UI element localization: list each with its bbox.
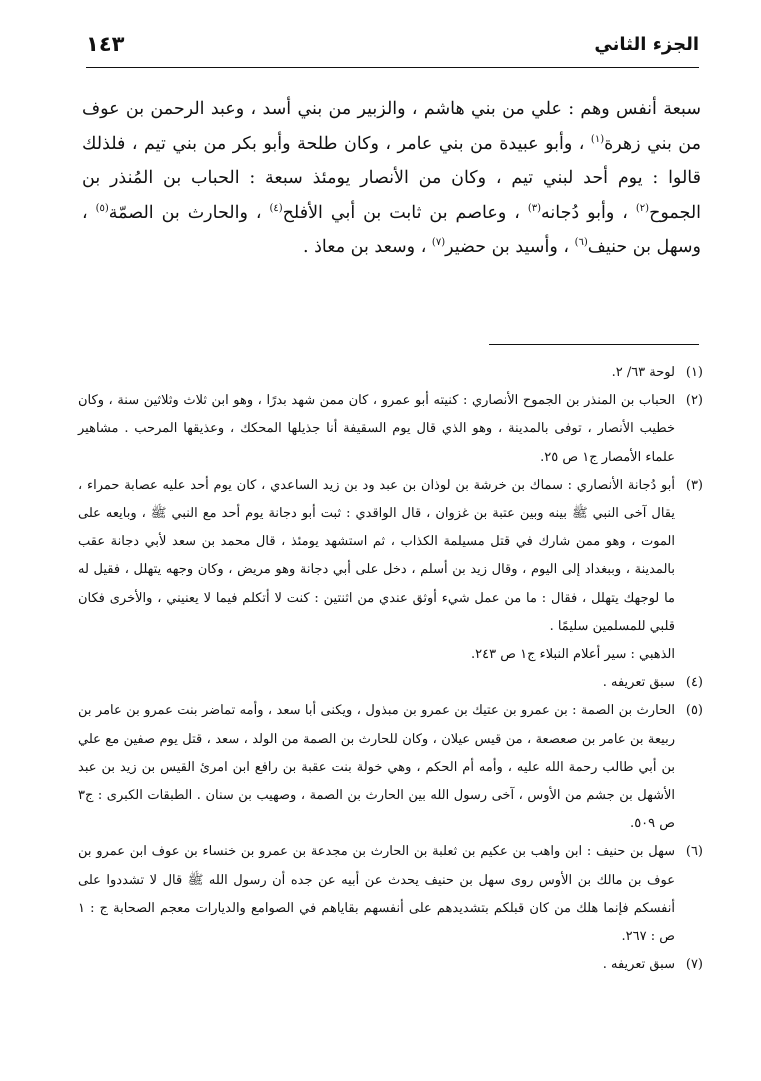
footnote [78, 697, 703, 838]
main-text-segment: ، والحارث بن الصمّة [108, 202, 270, 223]
main-text [82, 92, 701, 265]
header-rule [86, 67, 699, 68]
footnote-paragraph: أبو دُجانة الأنصاري : سماك بن خرشة بن لوذان بن عبد ود بن زيد الساعدي ، كان يوم أحد عليه عصابة حمراء ، يقال آخى النبي ﷺ بينه وبين عتبة بن غزوان ، قال الواقدي : ثبت أبو دجانة يوم أحد مع النبي ﷺ ، وبايعه على الموت ، وهو ممن شارك في قتل مسيلمة الكذاب ، ثم استشهد يومئذ ، قال محمد بن سعد لأبي دجانة عقب بالمدينة ، وببغداد إلى اليوم ، وقال زيد بن أسلم ، دخل على أبي دجانة وهو مريض ، وكان وجهه يتهلل ، فقيل له ما لوجهك يتهلل ، فقال : ما من عمل شيء أوثق عندي من اثنتين : كنت لا أتكلم فيما لا يعنيني ، والأخرى فكان قلبي للمسلمين سليمًا . [78, 477, 675, 634]
footnote-paragraph: الحارث بن الصمة : بن عمرو بن عتيك بن عمرو بن مبذول ، ويكنى أبا سعد ، وأمه تماضر بنت عمرو بن عامر بن ربيعة بن عامر بن صعصعة ، من قيس عيلان ، وكان للحارث بن الصمة من الولد ، سعد ، قتل يوم صفين مع علي بن أبي طالب رحمة الله عليه ، وأمه أم الحكم ، وهي خولة بنت عقبة بن رافع ابن امرئ القيس بن زيد بن عبد الأشهل بن جشم من الأوس ، آخى رسول الله بين الحارث بن الصمة ، وصهيب بن سنان . الطبقات الكبرى : ج٣ ص ٥٠٩. [78, 703, 675, 832]
footnote-text [78, 697, 675, 838]
footnote-paragraph: لوحة ٦٣/ ٢. [611, 365, 675, 380]
main-text-segment: ، وأبو عبيدة من بني عامر ، وكان طلحة وأبو بكر من بني تيم ، فلذلك قالوا : يوم أحد لبني تيم ، وكان من الأنصار يومئذ سبعة : الحباب بن المُنذر بن الجموح [82, 133, 702, 223]
footnote [78, 472, 703, 669]
main-paragraph [82, 92, 701, 265]
main-text-segment: ، وسهل بن حنيف [82, 202, 701, 257]
page-header [86, 34, 699, 64]
footnote-paragraph: سبق تعريفه . [602, 957, 675, 973]
footnote-marker: (٦) [574, 237, 588, 249]
main-text-segment: ، وسعد بن معاذ . [303, 237, 432, 257]
page-number: ١٤٣ [86, 32, 125, 56]
footnote-number: (١) [685, 365, 703, 380]
footnote [78, 387, 703, 472]
footnote-paragraph: الحباب بن المنذر بن الجموح الأنصاري : كنيته أبو عمرو ، كان ممن شهد بدرًا ، وهو ابن ثلاث وثلاثين سنة ، وكان خطيب الأنصار ، توفى بالمدينة ، وهو الذي قال يوم السقيفة أنا جذيلها المحكك ، وعذيقها المرحب . مشاهير علماء الأمصار ج١ ص ٢٥. [78, 393, 675, 465]
footnote [78, 838, 703, 951]
footnote-text [78, 472, 675, 669]
footnote-number: (٦) [685, 844, 703, 860]
footnote-number: (٣) [685, 477, 703, 493]
footnote-number: (٢) [685, 393, 703, 409]
footnotes [78, 359, 703, 979]
footnote-paragraph: الذهبي : سير أعلام النبلاء ج١ ص ٢٤٣. [471, 647, 675, 663]
footnote [78, 669, 703, 697]
footnote-text [78, 838, 675, 951]
footnote-text [78, 359, 675, 387]
footnote-paragraph: سبق تعريفه . [602, 675, 675, 691]
running-title: الجزء الثاني [594, 34, 699, 55]
footnote-text [78, 669, 675, 697]
main-text-segment: ، وأبو دُجانه [541, 202, 636, 223]
footnote-number: (٤) [685, 675, 703, 691]
footnote-number: (٧) [685, 957, 703, 973]
footnote-marker: (٤) [269, 202, 283, 214]
main-text-segment: ، وعاصم بن ثابت بن أبي الأفلح [282, 202, 528, 223]
footnote-marker: (٥) [95, 202, 109, 214]
footnote-marker: (٣) [527, 202, 541, 214]
footnote-paragraph: سهل بن حنيف : ابن واهب بن عكيم بن ثعلبة بن الحارث بن مجدعة بن عمرو بن خنساء بن عوف ابن عمرو بن عوف بن مالك بن الأوس روى سهل بن حنيف يحدث عن أبيه عن جده أن رسول الله ﷺ قال لا تشددوا على أنفسكم فإنما هلك من كان قبلكم بتشديدهم على أنفسهم بقاياهم في الصوامع والديارات معجم الصحابة ج : ١ ص : ٢٦٧. [78, 844, 675, 945]
footnote [78, 359, 703, 387]
footnote [78, 951, 703, 979]
footnote-number: (٥) [685, 703, 703, 719]
footnote-marker: (١) [590, 133, 605, 145]
footnote-text [78, 387, 675, 472]
footnote-separator [489, 344, 699, 345]
main-text-segment: ، وأسيد بن حضير [445, 237, 575, 257]
footnote-marker: (٢) [635, 202, 650, 214]
main-text-segment: سبعة أنفس وهم : علي من بني هاشم ، والزبير من بني أسد ، وعبد الرحمن بن عوف من بني زهرة [82, 99, 701, 154]
footnote-marker: (٧) [431, 237, 446, 249]
footnote-text [78, 951, 675, 979]
